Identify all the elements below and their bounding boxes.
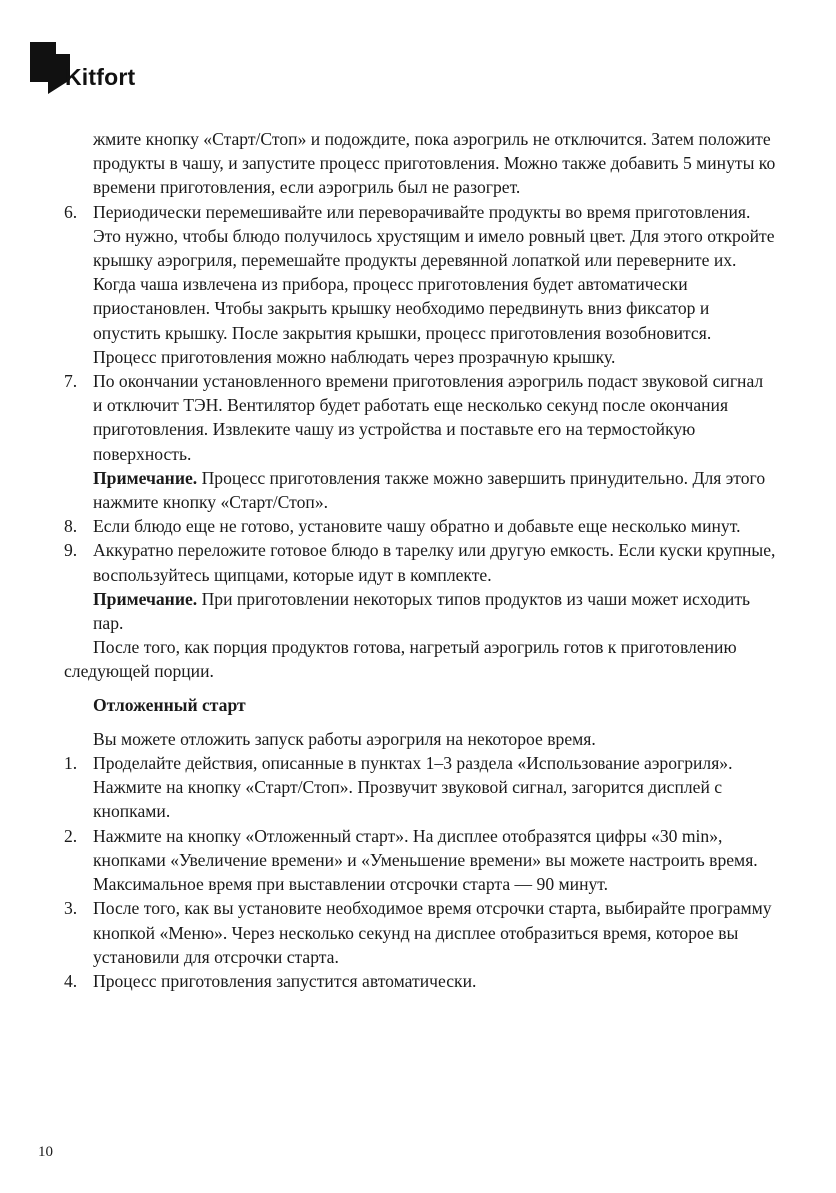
list-item (64, 969, 776, 993)
list-item (64, 538, 776, 586)
list-text: Проделайте действия, описанные в пунктах 1–3 раздела «Использование аэрогриля». Нажмите на кнопку «Старт/Стоп». Прозвучит звуковой сигнал, загорится дисплей с кнопками. (93, 753, 733, 822)
list-item (64, 824, 776, 897)
list-text: По окончании установленного времени приготовления аэрогриль подаст звуковой сигнал и отключит ТЭН. Вентилятор будет работать еще несколько секунд после окончания приготовления. Извлеките чашу из устройства и поставьте его на термостойкую поверхность. (93, 371, 764, 464)
note-text: При приготовлении некоторых типов продуктов из чаши может исходить пар. (93, 588, 751, 634)
list-number: 6. (64, 201, 78, 222)
list-number: 9. (64, 540, 78, 561)
list-text: Процесс приготовления запустится автоматически. (93, 970, 477, 991)
list-item (64, 896, 776, 969)
list-number: 8. (64, 516, 78, 537)
note (64, 587, 776, 635)
continued-paragraph: жмите кнопку «Старт/Стоп» и подождите, пока аэрогриль не отключится. Затем положите продукты в чашу, и запустите процесс приготовления. Можно также добавить 5 минуты ко времени приготовления, если аэрогриль был не разогрет. (93, 129, 776, 198)
list-number: 7. (64, 371, 78, 392)
note-label: Примечание. (93, 467, 198, 488)
list-text: Если блюдо еще не готово, установите чашу обратно и добавьте еще несколько минут. (93, 516, 741, 537)
brand-name: Kitfort (65, 64, 136, 90)
list-item (64, 369, 776, 466)
paragraph: После того, как порция продуктов готова, нагретый аэрогриль готов к приготовлению следующей порции. (64, 637, 737, 682)
list-item (64, 514, 776, 538)
list-item (64, 751, 776, 824)
page-number: 10 (38, 1144, 53, 1160)
list-number: 2. (64, 825, 78, 846)
list-text: Аккуратно переложите готовое блюдо в тарелку или другую емкость. Если куски крупные, воспользуйтесь щипцами, которые идут в комплекте. (93, 540, 776, 585)
note (64, 466, 776, 514)
section-intro: Вы можете отложить запуск работы аэрогриля на некоторое время. (93, 728, 596, 749)
list-text: Периодически перемешивайте или переворачивайте продукты во время приготовления. Это нужно, чтобы блюдо получилось хрустящим и имело ровный цвет. Для этого откройте крышку аэрогриля, перемешайте продукты деревянной лопаткой или переверните их. Когда чаша извлечена из прибора, процесс приготовления будет автоматически приостановлен. Чтобы закрыть крышку необходимо передвинуть вниз фиксатор и опустить крышку. После закрытия крышки, процесс приготовления возобновится. Процесс приготовления можно наблюдать через прозрачную крышку. (93, 201, 775, 367)
brand-logo (30, 42, 170, 98)
page-body (64, 127, 776, 993)
kitfort-logo-icon (30, 42, 70, 94)
note-text: Процесс приготовления также можно завершить принудительно. Для этого нажмите кнопку «Старт/Стоп». (93, 467, 766, 513)
list-text: Нажмите на кнопку «Отложенный старт». На дисплее отобразятся цифры «30 min», кнопками «Увеличение времени» и «Уменьшение времени» вы можете настроить время. Максимальное время при выставлении отсрочки старта — 90 минут. (93, 825, 758, 895)
list-item (64, 200, 776, 369)
list-number: 1. (64, 753, 78, 774)
list-number: 3. (64, 898, 78, 919)
section-heading: Отложенный старт (93, 694, 246, 715)
list-number: 4. (64, 970, 78, 991)
list-text: После того, как вы установите необходимое время отсрочки старта, выбирайте программу кнопкой «Меню». Через несколько секунд на дисплее отобразиться время, которое вы установили для отсрочки старта. (93, 898, 772, 967)
note-label: Примечание. (93, 588, 198, 609)
